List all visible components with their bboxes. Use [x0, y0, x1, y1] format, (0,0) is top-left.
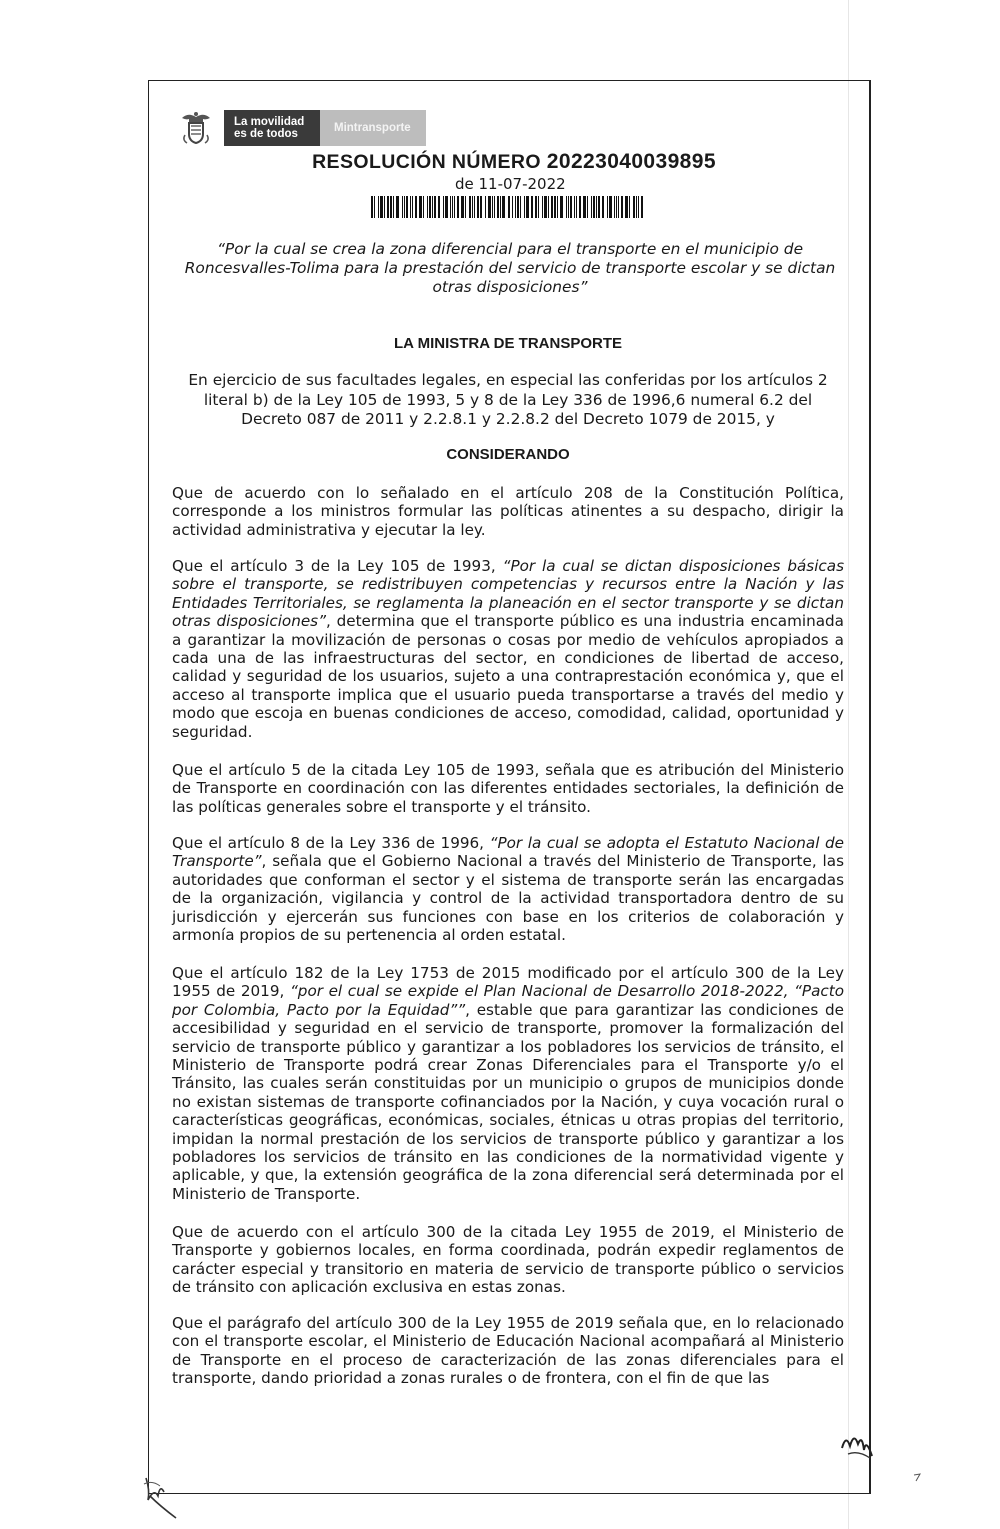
barcode-bar	[638, 196, 639, 218]
barcode-bar	[434, 196, 436, 218]
barcode-bar	[485, 196, 486, 218]
barcode-bar	[633, 196, 635, 218]
barcode-bar	[557, 196, 558, 218]
paragraph-4	[172, 834, 844, 944]
barcode-bar	[393, 196, 394, 218]
barcode-bar	[560, 196, 563, 218]
barcode-bar	[387, 196, 389, 218]
barcode-bar	[396, 196, 399, 218]
barcode-bar	[517, 196, 519, 218]
barcode-bar	[474, 196, 475, 218]
barcode-bar	[371, 196, 373, 218]
barcode-icon	[371, 196, 643, 218]
barcode-bar	[616, 196, 617, 218]
barcode-bar	[542, 196, 543, 218]
barcode-bar	[591, 196, 592, 218]
barcode-bar	[450, 196, 451, 218]
paragraph-2	[172, 557, 844, 741]
considerando-heading: CONSIDERANDO	[446, 446, 570, 463]
resolution-date: de 11-07-2022	[455, 175, 566, 193]
barcode-bar	[576, 196, 577, 218]
barcode-bar	[472, 196, 473, 218]
barcode-bar	[526, 196, 529, 218]
barcode-bar	[596, 196, 597, 218]
paragraph-5-quote: “por el cual se expide el Plan Nacional de Desarrollo 2018-2022, “Pacto por Colombia, Pacto por la Equidad””	[172, 982, 844, 1019]
barcode-bar	[432, 196, 433, 218]
barcode-bar	[535, 196, 537, 218]
barcode-bar	[551, 196, 553, 218]
barcode-bar	[465, 196, 466, 218]
barcode-bar	[614, 196, 615, 218]
barcode-bar	[384, 196, 385, 218]
barcode-bar	[520, 196, 521, 218]
barcode-bar	[427, 196, 428, 218]
barcode-bar	[515, 196, 516, 218]
paragraph-2-quote: “Por la cual se dictan disposiciones básicas sobre el transporte, se redistribuyen competencias y recursos entre la Nación y las Entidades Territoriales, se reglamenta la planeación en el sector transporte y se dictan otras disposiciones”	[172, 557, 844, 631]
barcode-bar	[423, 196, 424, 218]
barcode-bar	[508, 196, 510, 218]
barcode-bar	[415, 196, 417, 218]
barcode-bar	[404, 196, 405, 218]
barcode-bar	[390, 196, 392, 218]
handwritten-signature-mark	[838, 1428, 878, 1464]
barcode-bar	[583, 196, 586, 218]
barcode-bar	[500, 196, 501, 218]
barcode-bar	[524, 196, 525, 218]
barcode-bar	[457, 196, 459, 218]
barcode-bar	[544, 196, 547, 218]
barcode-bar	[469, 196, 471, 218]
paragraph-2-text-a: Que el artículo 3 de la Ley 105 de 1993,	[172, 557, 503, 575]
barcode-bar	[412, 196, 413, 218]
paragraph-1: Que de acuerdo con lo señalado en el artículo 208 de la Constitución Política, corresponde a los ministros formular las políticas atinentes a su despacho, dirigir la actividad administrativa y ejecutar la ley.	[172, 484, 844, 539]
barcode-bar	[548, 196, 549, 218]
barcode-bar	[609, 196, 612, 218]
barcode-bar	[570, 196, 572, 218]
logo-line-2: es de todos	[234, 128, 298, 140]
barcode-bar	[492, 196, 493, 218]
barcode-bar	[598, 196, 600, 218]
barcode-bar	[602, 196, 604, 218]
barcode-bar	[618, 196, 619, 218]
barcode-bar	[625, 196, 628, 218]
barcode-bar	[488, 196, 491, 218]
barcode-bar	[512, 196, 513, 218]
barcode-bar	[593, 196, 595, 218]
barcode-bar	[374, 196, 375, 218]
barcode-bar	[438, 196, 440, 218]
barcode-bar	[636, 196, 637, 218]
resolution-label: RESOLUCIÓN NÚMERO	[312, 151, 541, 173]
barcode-bar	[429, 196, 431, 218]
barcode-bar	[566, 196, 567, 218]
barcode-bar	[629, 196, 630, 218]
barcode-bar	[402, 196, 403, 218]
barcode-bar	[380, 196, 383, 218]
barcode-bar	[579, 196, 581, 218]
paragraph-7: Que el parágrafo del artículo 300 de la Ley 1955 de 2019 señala que, en lo relacionado con el transporte escolar, el Ministerio de Educación Nacional acompañará al Ministerio de Transporte en el proceso de caracterización de las zonas diferenciales para el transporte, dando prioridad a zonas rurales o de frontera, con el fin de que las	[172, 1314, 844, 1388]
barcode-bar	[406, 196, 408, 218]
barcode-bar	[574, 196, 575, 218]
paragraph-2-text-b: , determina que el transporte público es una industria encaminada a garantizar la movilización de personas o cosas por medio de vehículos apropiados a cada una de las infraestructuras del sector, en condiciones de libertad de acceso, calidad y seguridad de los usuarios, sujeto a una contraprestación económica y, que el acceso al transporte implica que el usuario pueda transportarse a través del medio y modo que escoja en buenas condiciones de acceso, comodidad, calidad, oportunidad y seguridad.	[172, 612, 844, 741]
paragraph-3: Que el artículo 5 de la citada Ley 105 de 1993, señala que es atribución del Ministerio de Transporte en coordinación con las diferentes entidades sectoriales, la definición de las políticas generales sobre el transporte y el tránsito.	[172, 761, 844, 816]
barcode-bar	[419, 196, 422, 218]
colombia-coat-of-arms-icon	[176, 108, 216, 148]
barcode-bar	[554, 196, 556, 218]
barcode-bar	[607, 196, 608, 218]
paragraph-5-text-a: Que el artículo 182 de la Ley 1753 de 2015 modificado por el artículo 300 de la Ley 1955 de 2019,	[172, 964, 844, 1001]
barcode-bar	[621, 196, 623, 218]
barcode-bar	[454, 196, 455, 218]
barcode-bar	[587, 196, 588, 218]
logo-line-1: La movilidad	[234, 116, 305, 128]
barcode-bar	[445, 196, 448, 218]
paragraph-6: Que de acuerdo con el artículo 300 de la citada Ley 1955 de 2019, el Ministerio de Transporte y gobiernos locales, en forma coordinada, podrán expedir reglamentos de carácter especial y transitorio en materia de servicio de transporte público o servicios de tránsito con aplicación exclusiva en estas zonas.	[172, 1223, 844, 1297]
paragraph-4-text-a: Que el artículo 8 de la Ley 336 de 1996,	[172, 834, 490, 852]
logo-tagline	[224, 110, 320, 146]
barcode-bar	[480, 196, 482, 218]
barcode-bar	[461, 196, 464, 218]
barcode-bar	[443, 196, 444, 218]
authority-heading: LA MINISTRA DE TRANSPORTE	[393, 335, 623, 352]
paragraph-4-text-b: , señala que el Gobierno Nacional a través del Ministerio de Transporte, las autoridades que conforman el sector y el sistema de transporte serán las encargadas de la organización, vigilancia y control de la actividad transportadora dentro de su jurisdicción y ejercerán sus funciones con base en los criterios de colaboración y armonía propios de su pertenencia al orden estatal.	[172, 852, 844, 945]
paragraph-4-quote: “Por la cual se adopta el Estatuto Nacional de Transporte”	[172, 834, 844, 871]
barcode-bar	[410, 196, 411, 218]
barcode-bar	[641, 196, 643, 218]
paragraph-5	[172, 964, 844, 1203]
barcode-bar	[452, 196, 453, 218]
scan-speck	[912, 1472, 922, 1484]
barcode-bar	[378, 196, 379, 218]
resolution-number: 20223040039895	[546, 150, 716, 173]
resolution-title	[0, 150, 1000, 174]
barcode-bar	[497, 196, 499, 218]
resolution-subject: “Por la cual se crea la zona diferencial para el transporte en el municipio de Roncesvalles-Tolima para la prestación del servicio de transporte escolar y se dictan otras disposiciones”	[184, 240, 836, 296]
handwritten-initials-mark	[140, 1470, 185, 1522]
ministry-logo: Mintransporte	[320, 110, 426, 146]
barcode-bar	[494, 196, 495, 218]
letterhead	[176, 108, 426, 148]
preamble: En ejercicio de sus facultades legales, en especial las conferidas por los artículos 2 literal b) de la Ley 105 de 1993, 5 y 8 de la Ley 336 de 1996,6 numeral 6.2 del Decreto 087 de 2011 y 2.2.8.1 y 2.2.8.2 del Decreto 1079 de 2015, y	[188, 371, 828, 428]
barcode-bar	[531, 196, 533, 218]
barcode-bar	[502, 196, 505, 218]
barcode-bar	[538, 196, 539, 218]
barcode-bar	[477, 196, 479, 218]
paragraph-5-text-b: , estable que para garantizar las condiciones de accesibilidad y seguridad en el servicio de transporte, promover la formalización del servicio de transporte público y garantizar a los pobladores los servicios de tránsito, el Ministerio de Transporte podrá crear Zonas Diferenciales para el Transporte y/o el Tránsito, las cuales serán constituidas por un municipio o grupos de municipios donde no existan sistemas de transporte cofinanciados por la Nación, y cuya vocación rural o características geográficas, económicas, sociales, étnicas u otras propias del territorio, impidan la normal prestación de los servicios de transporte público y garantizar a los pobladores los servicios de tránsito en las condiciones de la normatividad vigente y aplicable, y que, la extensión geográfica de la zona diferencial será determinada por el Ministerio de Transporte.	[172, 1000, 844, 1203]
barcode-bar	[568, 196, 569, 218]
